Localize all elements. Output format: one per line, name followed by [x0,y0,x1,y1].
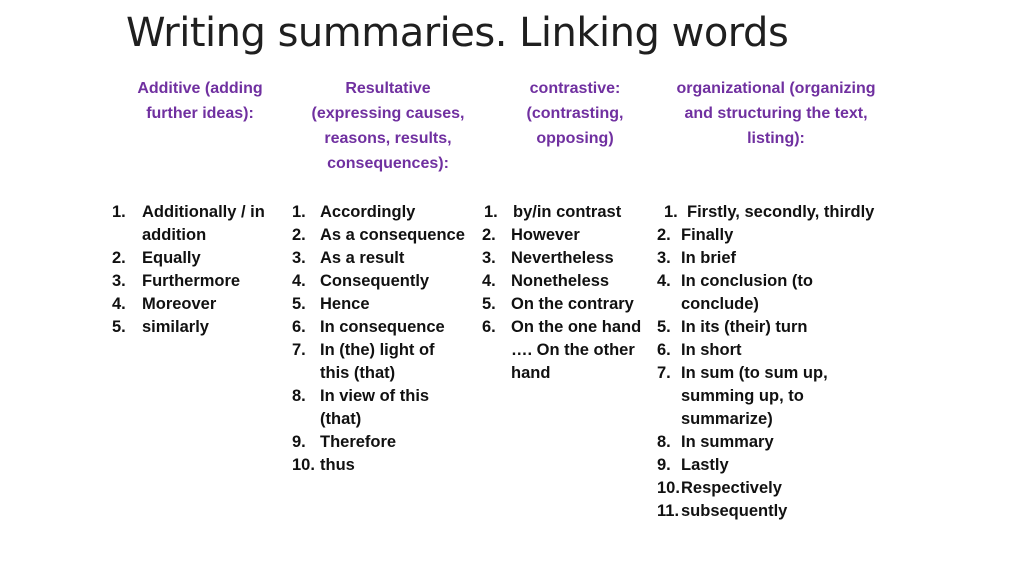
item-number: 2. [112,249,126,267]
item-text-line: Accordingly [320,203,416,221]
heading-line: and structuring the text, [684,105,868,122]
item-text-line: In its (their) turn [681,318,808,336]
list-item [292,316,470,339]
item-number: 6. [292,318,306,336]
contrastive-list [482,201,648,385]
heading-contrastive [505,76,645,151]
item-number: 5. [292,295,306,313]
list-item [112,201,282,247]
heading-line: contrastive: [529,80,621,97]
resultative-list [292,201,470,477]
item-text-line: Firstly, secondly, thirdly [687,203,875,221]
list-item [482,270,648,293]
item-text-line: Lastly [681,456,729,474]
heading-line: (expressing causes, [311,105,465,122]
item-text-line: Furthermore [142,272,241,290]
item-text-line: Additionally / in [142,203,265,221]
item-number: 10. [292,456,315,474]
item-text-line: On the one hand [511,318,642,336]
item-text-line: (that) [320,410,362,428]
item-number: 3. [482,249,496,267]
item-text-line: Hence [320,295,370,313]
item-text-line: In view of this [320,387,430,405]
item-number: 3. [292,249,306,267]
item-number: 1. [484,203,498,221]
list-item [112,293,282,316]
item-number: 2. [482,226,496,244]
item-number: 4. [482,272,496,290]
item-text-line: As a result [320,249,405,267]
list-item [292,339,470,385]
item-number: 7. [657,364,671,382]
item-number: 9. [292,433,306,451]
list-item [112,316,282,339]
item-text-line: addition [142,226,207,244]
item-text-line: conclude) [681,295,759,313]
item-text-line: Consequently [320,272,430,290]
item-number: 8. [292,387,306,405]
heading-additive [122,76,278,126]
list-item [657,339,887,362]
item-text-line: In summary [681,433,774,451]
list-item [292,293,470,316]
list-item [657,431,887,454]
item-number: 4. [112,295,126,313]
item-text-line: subsequently [681,502,788,520]
heading-line: organizational (organizing [676,80,876,97]
item-text-line: However [511,226,580,244]
item-text-line: summing up, to [681,387,804,405]
item-text-line: In conclusion (to [681,272,813,290]
list-item [482,293,648,316]
list-item [482,247,648,270]
item-text-line: thus [320,456,355,474]
item-text-line: summarize) [681,410,773,428]
item-text-line: In short [681,341,742,359]
item-number: 5. [112,318,126,336]
list-item [292,431,470,454]
page-title: Writing summaries. Linking words [126,10,789,56]
item-number: 5. [482,295,496,313]
item-number: 6. [482,318,496,336]
item-number: 7. [292,341,306,359]
list-item [482,316,648,385]
item-text-line: this (that) [320,364,396,382]
item-number: 8. [657,433,671,451]
list-item [657,247,887,270]
item-number: 10. [657,479,680,497]
heading-line: Resultative [345,80,431,97]
heading-organizational [662,76,890,151]
heading-line: opposing) [536,130,614,147]
item-number: 4. [657,272,671,290]
item-text-line: On the contrary [511,295,634,313]
item-number: 9. [657,456,671,474]
list-item [657,362,887,431]
list-item [657,477,887,500]
item-text-line: Nevertheless [511,249,614,267]
item-number: 6. [657,341,671,359]
additive-list [112,201,282,339]
item-number: 11. [657,502,680,520]
list-item [482,224,648,247]
item-text-line: hand [511,364,551,382]
item-number: 1. [292,203,306,221]
item-text-line: In consequence [320,318,445,336]
item-text-line: In brief [681,249,737,267]
item-text-line: In (the) light of [320,341,435,359]
list-item [482,201,648,224]
list-item [657,500,887,523]
item-number: 3. [112,272,126,290]
list-item [657,224,887,247]
list-item [657,454,887,477]
list-item [657,316,887,339]
item-number: 3. [657,249,671,267]
list-item [292,224,470,247]
item-text-line: similarly [142,318,209,336]
item-text-line: As a consequence [320,226,465,244]
item-number: 4. [292,272,306,290]
item-text-line: Equally [142,249,201,267]
heading-line: (contrasting, [526,105,624,122]
heading-line: Additive (adding [137,80,263,97]
item-text-line: …. On the other [511,341,635,359]
item-number: 2. [292,226,306,244]
item-number: 5. [657,318,671,336]
item-text-line: In sum (to sum up, [681,364,828,382]
item-text-line: by/in contrast [513,203,622,221]
item-number: 2. [657,226,671,244]
item-text-line: Therefore [320,433,397,451]
item-text-line: Nonetheless [511,272,610,290]
heading-line: further ideas): [146,105,254,122]
list-item [657,201,887,224]
heading-line: reasons, results, [324,130,452,147]
organizational-list [657,201,887,523]
list-item [292,201,470,224]
heading-resultative [300,76,476,176]
item-text-line: Finally [681,226,734,244]
list-item [112,247,282,270]
heading-line: consequences): [327,155,449,172]
list-item [292,270,470,293]
item-number: 1. [112,203,126,221]
list-item [292,385,470,431]
list-item [292,454,470,477]
item-text-line: Moreover [142,295,217,313]
item-text-line: Respectively [681,479,782,497]
list-item [657,270,887,316]
list-item [292,247,470,270]
list-item [112,270,282,293]
heading-line: listing): [747,130,805,147]
item-number: 1. [664,203,678,221]
